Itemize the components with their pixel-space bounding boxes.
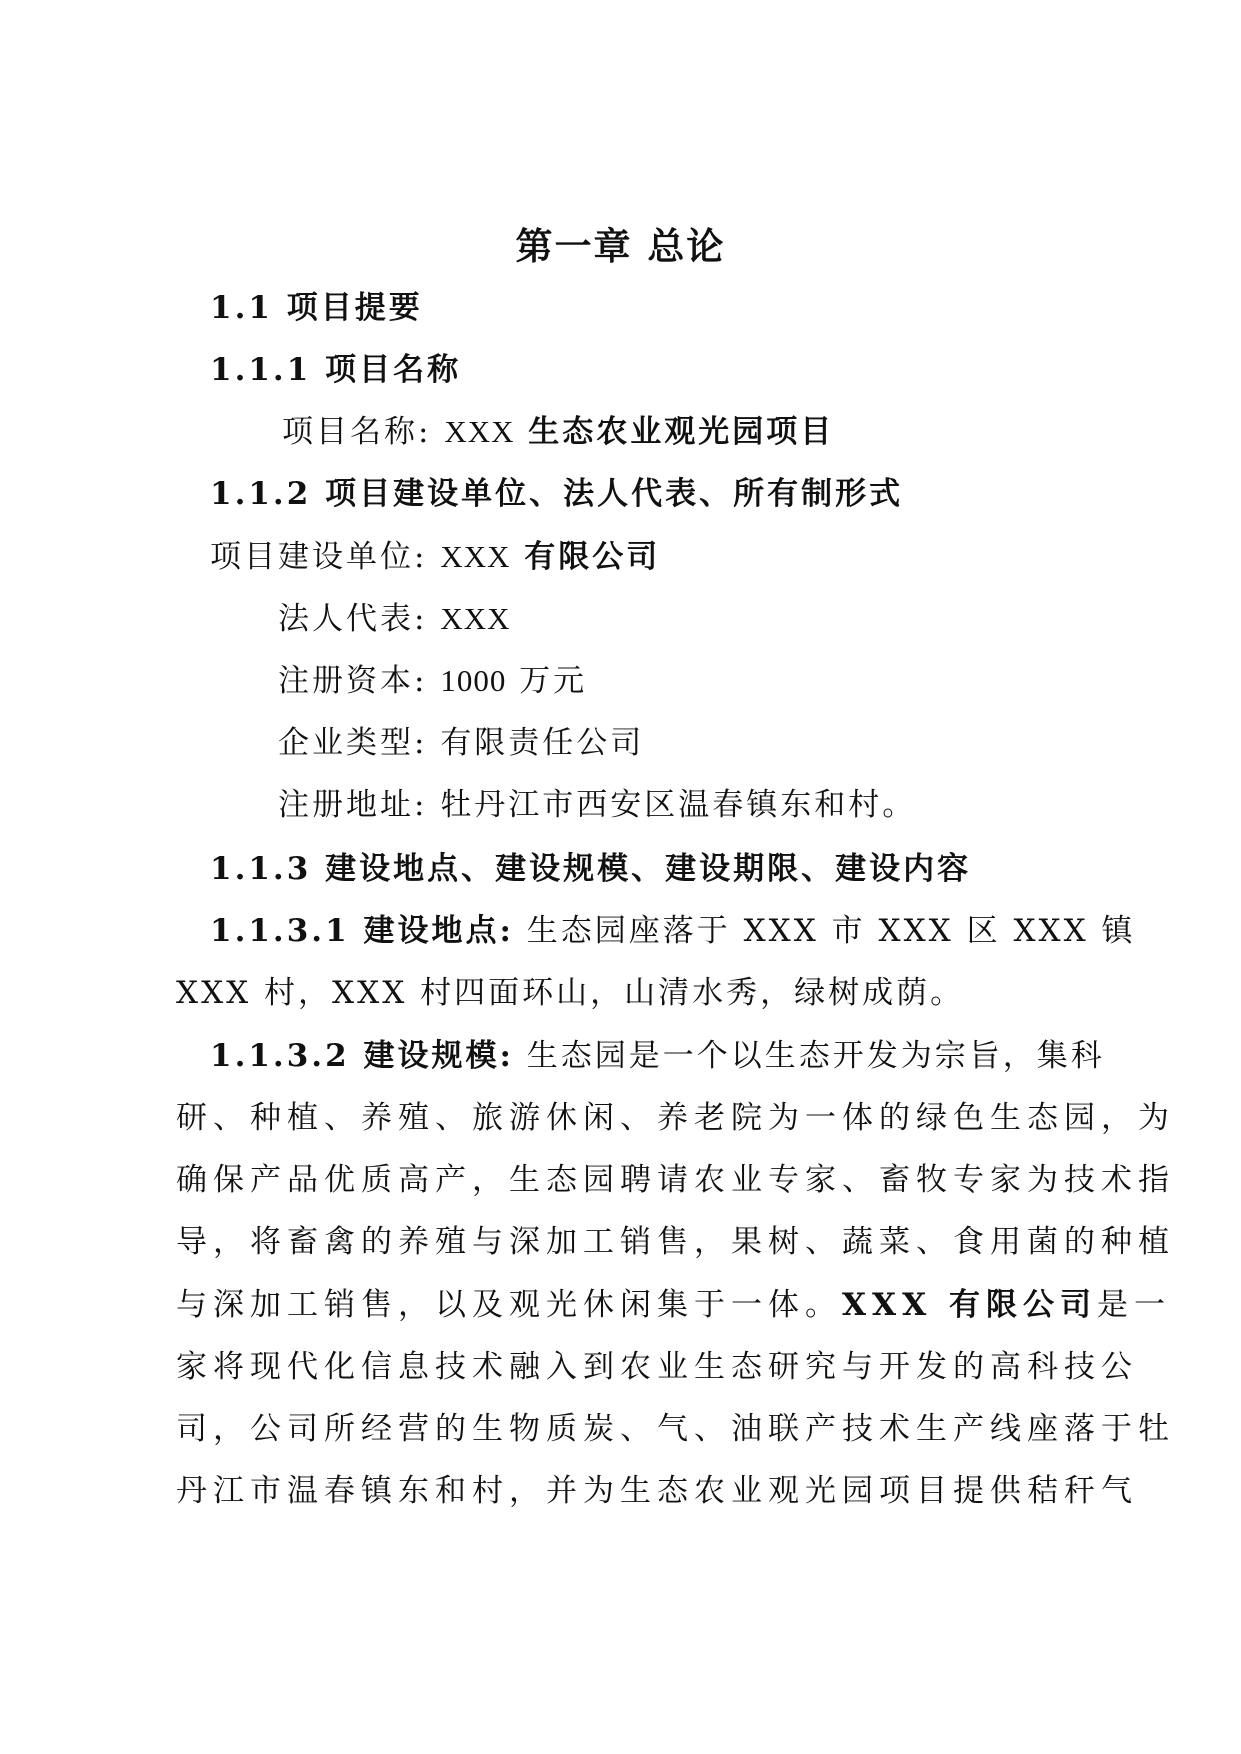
address-value: 牡丹江市西安区温春镇东和村。 (440, 787, 917, 823)
unit-value-code: XXX (440, 539, 511, 574)
paragraph-scale-line-4: 导，将畜禽的养殖与深加工销售，果树、蔬菜、食用菌的种植 (176, 1224, 1175, 1260)
company-type-label: 企业类型: (278, 725, 428, 761)
section-1-1-2-heading: 1.1.2 项目建设单位、法人代表、所有制形式 (210, 476, 904, 512)
section-1-1-3-heading: 1.1.3 建设地点、建设规模、建设期限、建设内容 (210, 851, 972, 887)
paragraph-scale-line-7: 司，公司所经营的生物质炭、气、油联产技术生产线座落于牡 (176, 1411, 1175, 1447)
section-1-1-heading: 1.1 项目提要 (210, 290, 423, 326)
scale-text-1: 生态园是一个以生态开发为宗旨，集科 (513, 1038, 1105, 1074)
legal-rep-line (278, 599, 510, 639)
paragraph-location-line-1 (210, 911, 1136, 951)
scale-text-5c: 是一 (1096, 1287, 1171, 1323)
scale-text-5a: 与深加工销售，以及观光休闲集于一体。 (176, 1287, 842, 1323)
project-name-value-code: XXX (444, 414, 515, 449)
unit-value: 有限公司 (510, 539, 661, 575)
company-name-inline: XXX 有限公司 (842, 1287, 1097, 1323)
paragraph-scale-line-6: 家将现代化信息技术融入到农业生态研究与开发的高科技公 (176, 1349, 1138, 1385)
capital-value-number: 1000 (440, 663, 507, 698)
paragraph-scale-line-3: 确保产品优质高产，生态园聘请农业专家、畜牧专家为技术指 (176, 1162, 1175, 1198)
paragraph-scale-line-1 (210, 1036, 1105, 1076)
project-name-line (282, 412, 834, 452)
legal-rep-label: 法人代表: (278, 601, 428, 637)
paragraph-location-line-2: XXX 村，XXX 村四面环山，山清水秀，绿树成荫。 (176, 975, 965, 1011)
subsection-1-1-3-2-heading: 1.1.3.2 建设规模: (210, 1038, 514, 1074)
paragraph-scale-line-8: 丹江市温春镇东和村，并为生态农业观光园项目提供秸秆气 (176, 1473, 1138, 1509)
project-name-value: 生态农业观光园项目 (514, 414, 835, 450)
location-text-1: 生态园座落于 XXX 市 XXX 区 XXX 镇 (513, 913, 1136, 949)
subsection-1-1-3-1-heading: 1.1.3.1 建设地点: (210, 913, 514, 949)
legal-rep-value: XXX (440, 601, 511, 636)
capital-label: 注册资本: (278, 663, 428, 699)
chapter-title: 第一章 总论 (515, 224, 726, 268)
company-type-value: 有限责任公司 (440, 725, 645, 761)
paragraph-scale-line-2: 研、种植、养殖、旅游休闲、养老院为一体的绿色生态园，为 (176, 1100, 1175, 1136)
company-type-line (278, 723, 644, 763)
unit-line (210, 537, 660, 577)
project-name-label: 项目名称: (282, 414, 432, 450)
unit-label: 项目建设单位: (210, 539, 428, 575)
capital-line (278, 661, 587, 701)
capital-value-unit: 万元 (506, 663, 588, 699)
paragraph-scale-line-5 (176, 1285, 1171, 1325)
address-line (278, 785, 916, 825)
address-label: 注册地址: (278, 787, 428, 823)
section-1-1-1-heading: 1.1.1 项目名称 (210, 352, 462, 388)
